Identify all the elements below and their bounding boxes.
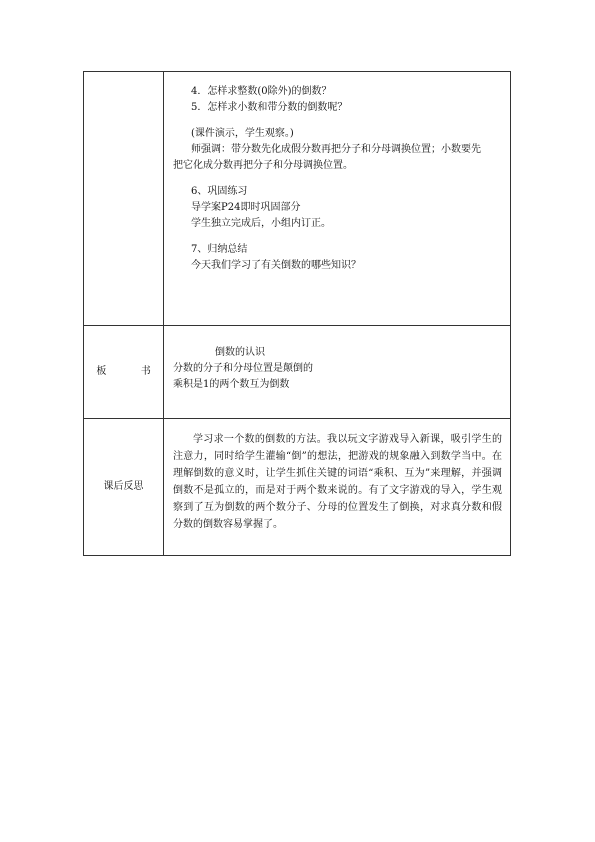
worksheet-note: 导学案P24即时巩固部分 (191, 202, 301, 213)
question-5: 5．怎样求小数和带分数的倒数呢？ (191, 102, 348, 113)
board-label-right: 书 (140, 366, 151, 377)
question-4: 4．怎样求整数(0除外)的倒数？ (191, 86, 332, 97)
summary-question: 今天我们学习了有关倒数的哪些知识？ (191, 260, 361, 271)
courseware-note: (课件演示，学生观察。) (191, 128, 294, 139)
reflection-content-cell (164, 419, 511, 556)
process-content-cell (164, 72, 511, 326)
board-content-cell (164, 326, 511, 419)
board-label-cell (84, 326, 164, 419)
lesson-plan-table (83, 71, 511, 556)
board-line-2: 乘积是1的两个数互为倒数 (173, 379, 290, 390)
reflection-text: 学习求一个数的倒数的方法。我以玩文字游戏导入新课，吸引学生的注意力，同时给学生灌输“倒”的想法，把游戏的规象融入到数学当中。在理解倒数的意义时，让学生抓住关键的词语“乘积、互为”来理解，并强调倒数不是孤立的，而是对于两个数来说的。有了文字游戏的导入，学生观察到了互为倒数的两个数分子、分母的位置发生了倒换，对求真分数和假分数的倒数容易掌握了。 (173, 434, 502, 530)
board-label-left: 板 (96, 366, 107, 377)
section-6-heading: 6、巩固练习 (191, 186, 248, 197)
teacher-emphasis-2: 把它化成分数再把分子和分母调换位置。 (173, 160, 353, 171)
board-line-1: 分数的分子和分母位置是颠倒的 (173, 363, 313, 374)
teacher-emphasis-1: 师强调：带分数先化成假分数再把分子和分母调换位置；小数要先 (191, 144, 481, 155)
process-label-cell (84, 72, 164, 326)
reflection-label-cell (84, 419, 164, 556)
section-7-heading: 7、归纳总结 (191, 244, 248, 255)
teaching-process-row (84, 72, 511, 326)
reflection-label: 课后反思 (103, 481, 144, 492)
student-practice-note: 学生独立完成后，小组内订正。 (191, 218, 331, 229)
board-row (84, 326, 511, 419)
reflection-row (84, 419, 511, 556)
board-title: 倒数的认识 (215, 347, 265, 358)
